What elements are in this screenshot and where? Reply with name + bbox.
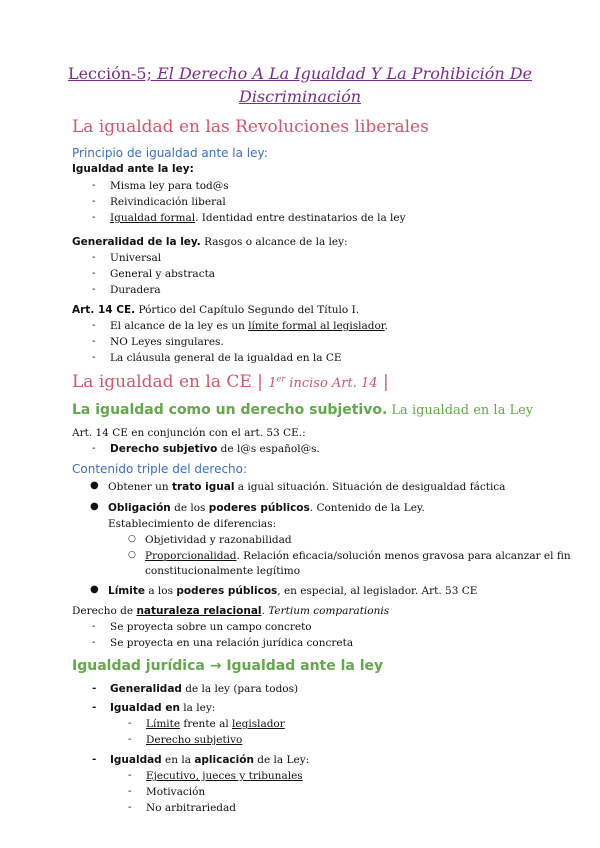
list-item: El alcance de la ley es un límite formal al legislador.	[110, 320, 388, 332]
list-item: Generalidad de la ley (para todos)	[110, 683, 299, 695]
subheading-derecho-subjetivo: La igualdad como un derecho subjetivo. La igualdad en la Ley	[72, 402, 534, 418]
bullet-item: Obligación de los poderes públicos. Contenido de la Ley.	[108, 502, 425, 514]
list-item: Igualdad en la aplicación de la Ley:	[110, 754, 310, 766]
bullet-item: Obtener un trato igual a igual situación. Situación de desigualdad fáctica	[108, 481, 506, 493]
list-item: Igualdad en la ley:	[110, 702, 216, 714]
title-line2: Discriminación	[238, 87, 362, 106]
bullet-item: Límite a los poderes públicos, en especial, al legislador. Art. 53 CE	[108, 585, 478, 597]
list-item: Derecho subjetivo de l@s español@s.	[110, 443, 320, 455]
list-item: NO Leyes singulares.	[110, 336, 224, 348]
list-item: Duradera	[110, 284, 161, 296]
list-item: Se proyecta sobre un campo concreto	[110, 621, 312, 633]
sub-item: Ejecutivo, jueces y tribunales	[146, 770, 303, 782]
list-item: Reivindicación liberal	[110, 196, 226, 208]
list-item: Universal	[110, 252, 162, 264]
group-head-generalidad: Generalidad de la ley. Rasgos o alcance de la ley:	[72, 236, 348, 248]
subheading-contenido: Contenido triple del derecho:	[72, 462, 248, 476]
lesson-title	[60, 62, 540, 108]
subheading-principio: Principio de igualdad ante la ley:	[72, 146, 268, 160]
section-heading-1: La igualdad en las Revoluciones liberales	[72, 117, 429, 137]
paragraph-relacional: Derecho de naturaleza relacional. Tertium comparationis	[72, 605, 390, 617]
sub-item: Derecho subjetivo	[146, 734, 243, 746]
title-italic: El Derecho A La Igualdad Y La Prohibición De	[157, 64, 533, 83]
sub-item-cont: constitucionalmente legítimo	[145, 565, 301, 577]
sub-item: Motivación	[146, 786, 206, 798]
group-head-art14: Art. 14 CE. Pórtico del Capítulo Segundo del Título I.	[72, 304, 360, 316]
list-item: Se proyecta en una relación jurídica concreta	[110, 637, 354, 649]
list-item: Igualdad formal. Identidad entre destinatarios de la ley	[110, 212, 406, 224]
list-item: General y abstracta	[110, 268, 216, 280]
paragraph-art14: Art. 14 CE en conjunción con el art. 53 CE.:	[72, 427, 306, 439]
sub-item: Proporcionalidad. Relación eficacia/solución menos gravosa para alcanzar el fin	[145, 550, 571, 562]
bullet-item-cont: Establecimiento de diferencias:	[108, 518, 277, 530]
sub-item: Límite frente al legislador	[146, 718, 285, 730]
section-heading-3: Igualdad jurídica → Igualdad ante la ley	[72, 658, 384, 674]
list-item: Misma ley para tod@s	[110, 180, 229, 192]
list-item: La cláusula general de la igualdad en la CE	[110, 352, 342, 364]
sub-item: No arbitrariedad	[146, 802, 236, 814]
group-head-igualdad: Igualdad ante la ley:	[72, 163, 194, 175]
document-page: Lección-5; El Derecho A La Igualdad Y La Prohibición De Discriminación La igualdad en las Revoluciones liberales Principio de igualdad ante la ley: Igualdad ante la ley: - Misma ley para tod@s - Reivindicación liberal - Igualdad formal. Identidad entre destinatarios de la ley Generalidad de la ley. Rasgos o alcance de la ley: - Universal - General y abstracta - Duradera Art. 14 CE. Pórtico del Capítulo Segundo del Título I. - El alcance de la ley es un límite formal al legislador. - NO Leyes singulares. - La cláusula general de la igualdad en la CE La igualdad en la CE | 1er inciso Art. 14 | La igualdad como un derecho subjetivo. La igualdad en la Ley Art. 14 CE en conjunción con el art. 53 CE.: - Derecho subjetivo de l@s español@s. Contenido triple del derecho: ● Obtener un trato igual a igual situación. Situación de desigualdad fáctica ● Obligación de los poderes públicos. Contenido de la Ley. Establecimiento de diferencias: ○ Objetividad y razonabilidad ○ Proporcionalidad. Relación eficacia/solución menos gravosa para alcanzar el fin constitucionalmente legítimo ● Límite a los poderes públicos, en especial, al legislador. Art. 53 CE Derecho de naturaleza relacional. Tertium comparationis - Se proyecta sobre un campo concreto - Se proyecta en una relación jurídica concreta Igualdad jurídica → Igualdad ante la ley - Generalidad de la ley (para todos) - Igualdad en la ley: - Límite frente al legislador - Derecho subjetivo - Igualdad en la aplicación de la Ley: - Ejecutivo, jueces y tribunales - Motivación - No arbitrariedad	[0, 0, 600, 848]
title-prefix: Lección-5;	[67, 64, 158, 83]
sub-item: Objetividad y razonabilidad	[145, 534, 292, 546]
section-heading-2: La igualdad en la CE | 1er inciso Art. 14 |	[72, 372, 389, 392]
